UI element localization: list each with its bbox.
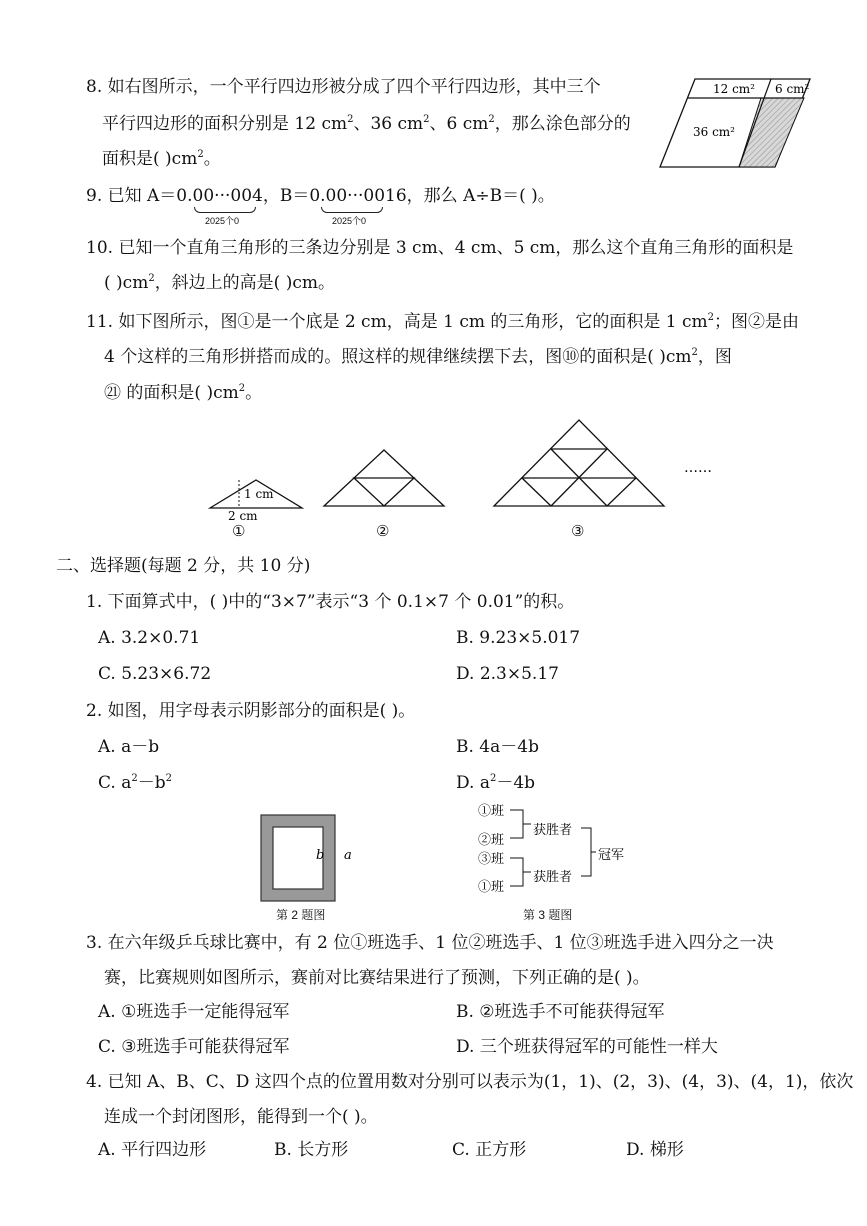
q11-line3: ㉑ 的面积是( )$cm^2$。	[104, 383, 263, 403]
bracket-champion: 冠军	[598, 848, 625, 863]
q11-caption-1: ①	[232, 522, 246, 540]
c3-line2: 赛，比赛规则如图所示，赛前对比赛结果进行了预测，下列正确的是( )。	[104, 968, 650, 988]
c2-inner-label: b	[316, 848, 325, 863]
q11-triangle-figures	[200, 412, 720, 522]
bracket-winner-1: 获胜者	[533, 823, 573, 838]
c2-outer-label: a	[344, 848, 352, 863]
c4-line1: 4. 已知 A、B、C、D 这四个点的位置用数对分别可以表示为(1，1)、(2，3)、(4，3)、(4，1)，依次	[86, 1072, 854, 1092]
c2-option-d: D. $a^2-4b$	[456, 773, 536, 793]
c3-bracket-figure	[478, 800, 638, 900]
c4-option-b: B. 长方形	[274, 1140, 349, 1160]
q9-a-brace	[194, 207, 256, 213]
c1-option-d: D. 2.3×5.17	[456, 664, 559, 684]
q11-figure-2	[324, 450, 444, 506]
bracket-team-3: ③班	[478, 852, 505, 867]
c3-option-b: B. ②班选手不可能获得冠军	[456, 1002, 665, 1022]
c2-stem: 2. 如图，用字母表示阴影部分的面积是( )。	[86, 701, 416, 721]
c2-square-figure	[258, 812, 368, 907]
q11-figure-3	[494, 420, 664, 506]
q8-shaded-parallelogram	[739, 98, 804, 167]
q8-parallelogram-figure	[655, 74, 815, 174]
q11-height-label: 1 cm	[244, 487, 274, 501]
q10-line2: ( )$cm^2$，斜边上的高是( )cm。	[104, 273, 335, 293]
c2-option-b: B. 4a－4b	[456, 737, 539, 757]
q11-ellipsis: ……	[684, 460, 712, 476]
q11-figure-1	[210, 480, 302, 522]
c4-line2: 连成一个封闭图形，能得到一个( )。	[104, 1107, 378, 1127]
c2-option-c: C. $a^2-b^2$	[98, 773, 172, 793]
q9-a-brace-label: 2025个0	[205, 216, 240, 226]
q10-line1: 10. 已知一个直角三角形的三条边分别是 3 cm、4 cm、5 cm，那么这个直角三角形的面积是	[86, 238, 794, 258]
bracket-team-4: ①班	[478, 880, 505, 895]
c2-option-a: A. a－b	[98, 737, 160, 757]
q8-line3: 面积是( )$cm^2$。	[102, 149, 221, 169]
q9-b-zeros: 00···00	[325, 186, 386, 206]
q8-label-12: 12 cm²	[713, 82, 755, 96]
q8-line1: 8. 如右图所示，一个平行四边形被分成了四个平行四边形，其中三个	[86, 77, 601, 97]
section2-title: 二、选择题(每题 2 分，共 10 分)	[56, 556, 311, 576]
q11-caption-2: ②	[376, 522, 390, 540]
c1-option-b: B. 9.23×5.017	[456, 628, 581, 648]
q9-b-brace	[321, 207, 383, 213]
q9-line: 9. 已知 A＝0.00···004，B＝0.00···0016，那么 A÷B＝( )。	[86, 186, 555, 206]
q11-line1: 11. 如下图所示，图①是一个底是 2 cm，高是 1 cm 的三角形，它的面积是 1 $cm^2$；图②是由	[86, 312, 800, 332]
c1-stem: 1. 下面算式中，( )中的“3×7”表示“3 个 0.1×7 个 0.01”的积。	[86, 592, 575, 612]
q9-a-zeros: 00···00	[192, 186, 253, 206]
c3-figure-caption: 第 3 题图	[523, 908, 573, 922]
c4-option-c: C. 正方形	[452, 1140, 527, 1160]
c2-figure-caption: 第 2 题图	[276, 908, 326, 922]
c1-option-a: A. 3.2×0.71	[98, 628, 201, 648]
q11-caption-3: ③	[571, 522, 585, 540]
c3-option-c: C. ③班选手可能获得冠军	[98, 1037, 290, 1057]
c4-option-a: A. 平行四边形	[98, 1140, 207, 1160]
c3-option-a: A. ①班选手一定能得冠军	[98, 1002, 290, 1022]
bracket-team-1: ①班	[478, 804, 505, 819]
c1-option-c: C. 5.23×6.72	[98, 664, 212, 684]
q8-label-36: 36 cm²	[693, 125, 735, 139]
q11-line2: 4 个这样的三角形拼搭而成的。照这样的规律继续摆下去，图⑩的面积是( )$cm^2$，图	[104, 347, 732, 367]
q8-label-6: 6 cm²	[775, 82, 810, 96]
q9-b-brace-label: 2025个0	[332, 216, 367, 226]
c4-option-d: D. 梯形	[626, 1140, 684, 1160]
bracket-winner-2: 获胜者	[533, 870, 573, 885]
c3-option-d: D. 三个班获得冠军的可能性一样大	[456, 1037, 718, 1057]
bracket-team-2: ②班	[478, 833, 505, 848]
q11-base-label: 2 cm	[228, 509, 258, 522]
c3-line1: 3. 在六年级乒乓球比赛中，有 2 位①班选手、1 位②班选手、1 位③班选手进入四分之一决	[86, 933, 774, 953]
q8-line2: 平行四边形的面积分别是 12 $cm^2$、36 $cm^2$、6 $cm^2$，那么涂色部分的	[102, 114, 631, 134]
